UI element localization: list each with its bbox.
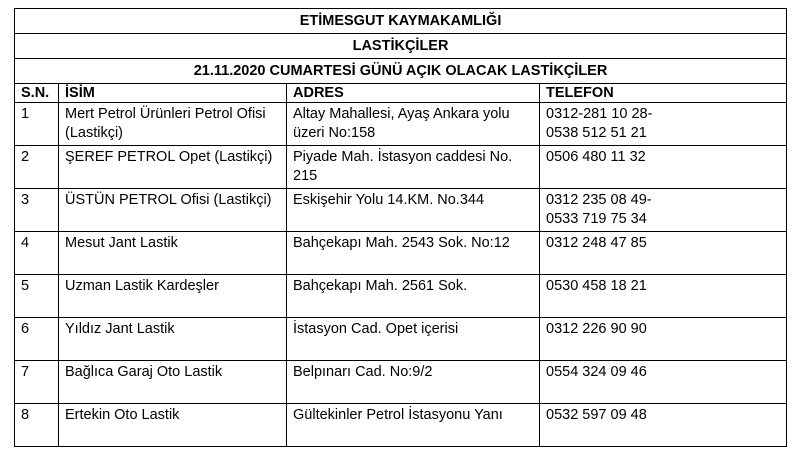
column-header-row (15, 84, 787, 103)
title-row (15, 9, 787, 34)
cell-address: Eskişehir Yolu 14.KM. No.344 (287, 189, 540, 232)
announcement-row (15, 59, 787, 84)
cell-sn: 6 (15, 318, 59, 361)
cell-phone: 0312 226 90 90 (540, 318, 787, 361)
cell-name: ŞEREF PETROL Opet (Lastikçi) (59, 146, 287, 189)
cell-sn: 4 (15, 232, 59, 275)
table-row (15, 189, 787, 232)
announcement-heading: 21.11.2020 CUMARTESİ GÜNÜ AÇIK OLACAK LASTİKÇİLER (15, 59, 787, 84)
cell-sn: 1 (15, 103, 59, 146)
cell-name: Mesut Jant Lastik (59, 232, 287, 275)
cell-address: İstasyon Cad. Opet içerisi (287, 318, 540, 361)
cell-phone: 0312 248 47 85 (540, 232, 787, 275)
cell-sn: 2 (15, 146, 59, 189)
table-row (15, 318, 787, 361)
document-subtitle: LASTİKÇİLER (15, 34, 787, 59)
cell-phone: 0506 480 11 32 (540, 146, 787, 189)
cell-address: Piyade Mah. İstasyon caddesi No. 215 (287, 146, 540, 189)
cell-phone: 0312 235 08 49- 0533 719 75 34 (540, 189, 787, 232)
cell-phone: 0532 597 09 48 (540, 404, 787, 447)
cell-name: Yıldız Jant Lastik (59, 318, 287, 361)
document (14, 8, 787, 447)
cell-address: Bahçekapı Mah. 2543 Sok. No:12 (287, 232, 540, 275)
subtitle-row (15, 34, 787, 59)
cell-phone: 0312-281 10 28- 0538 512 51 21 (540, 103, 787, 146)
cell-name: Ertekin Oto Lastik (59, 404, 287, 447)
tire-shops-table (14, 8, 787, 447)
cell-sn: 5 (15, 275, 59, 318)
table-row (15, 103, 787, 146)
table-row (15, 361, 787, 404)
table-row (15, 275, 787, 318)
cell-address: Gültekinler Petrol İstasyonu Yanı (287, 404, 540, 447)
cell-name: Mert Petrol Ürünleri Petrol Ofisi (Lastikçi) (59, 103, 287, 146)
cell-address: Bahçekapı Mah. 2561 Sok. (287, 275, 540, 318)
cell-sn: 7 (15, 361, 59, 404)
cell-sn: 8 (15, 404, 59, 447)
cell-address: Belpınarı Cad. No:9/2 (287, 361, 540, 404)
table-row (15, 232, 787, 275)
column-header-phone: TELEFON (540, 84, 787, 103)
cell-phone: 0554 324 09 46 (540, 361, 787, 404)
table-row (15, 146, 787, 189)
cell-phone: 0530 458 18 21 (540, 275, 787, 318)
table-row (15, 404, 787, 447)
cell-sn: 3 (15, 189, 59, 232)
cell-name: Bağlıca Garaj Oto Lastik (59, 361, 287, 404)
cell-name: ÜSTÜN PETROL Ofisi (Lastikçi) (59, 189, 287, 232)
cell-address: Altay Mahallesi, Ayaş Ankara yolu üzeri No:158 (287, 103, 540, 146)
column-header-name: İSİM (59, 84, 287, 103)
column-header-sn: S.N. (15, 84, 59, 103)
cell-name: Uzman Lastik Kardeşler (59, 275, 287, 318)
document-title: ETİMESGUT KAYMAKAMLIĞI (15, 9, 787, 34)
column-header-address: ADRES (287, 84, 540, 103)
